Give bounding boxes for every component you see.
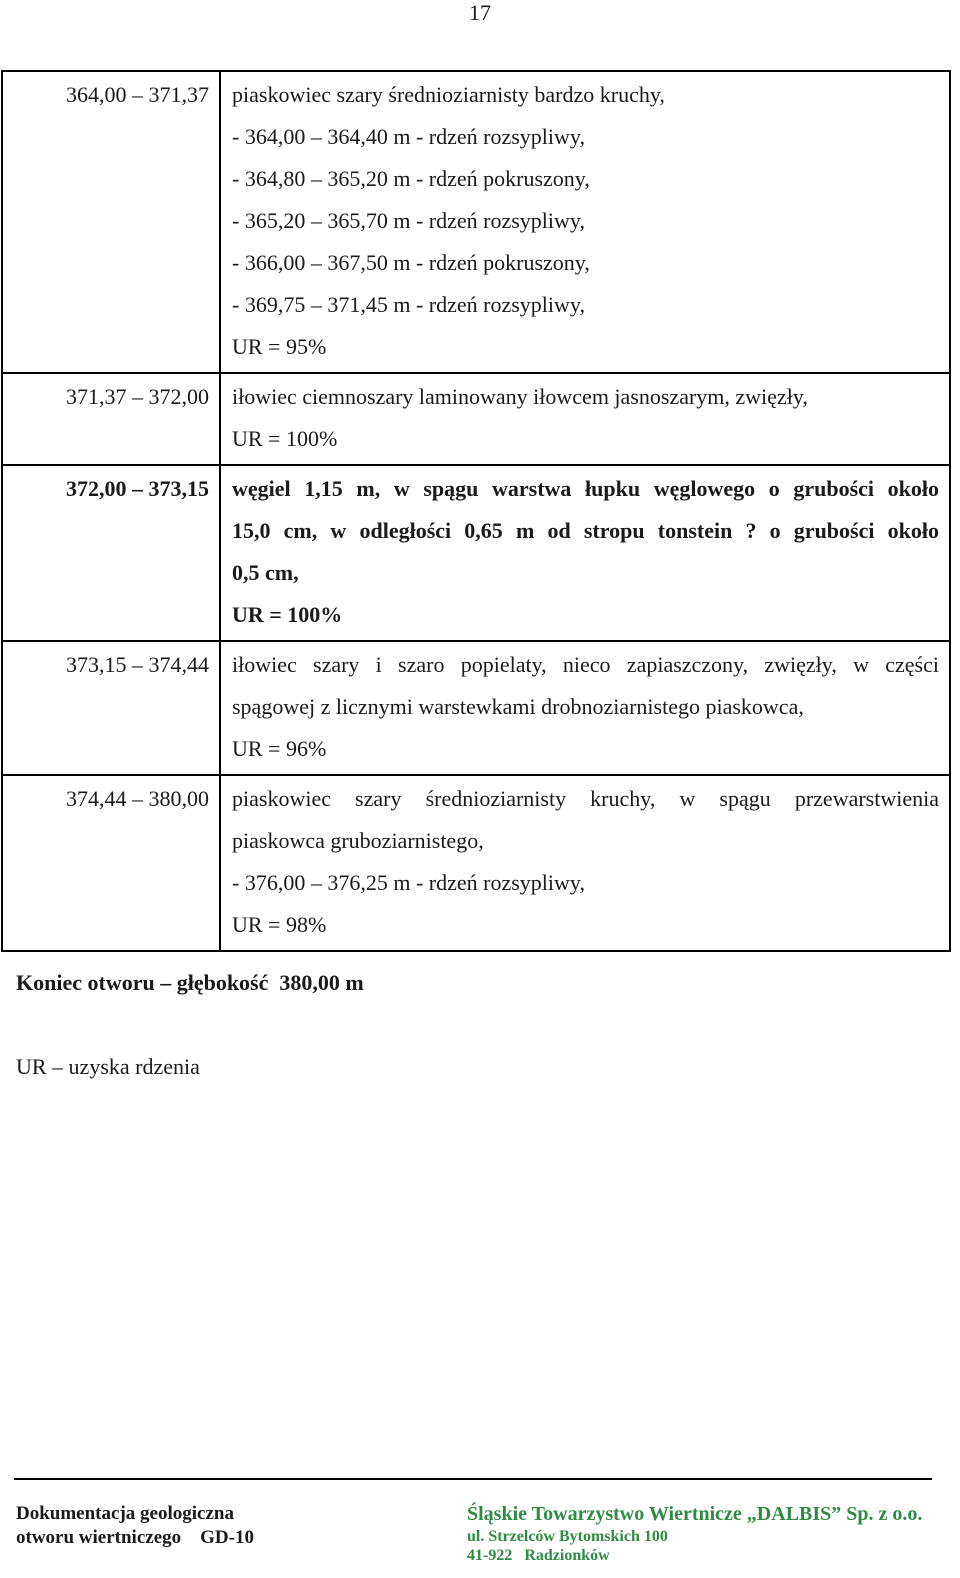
depth-interval: 372,00 – 373,15 xyxy=(2,465,220,641)
footer-divider xyxy=(14,1478,932,1480)
description-line: spągowej z licznymi warstewkami drobnoziarnistego piaskowca, xyxy=(232,694,804,719)
footer-company-block xyxy=(467,1502,922,1565)
depth-interval: 371,37 – 372,00 xyxy=(2,373,220,465)
footer-company-street: ul. Strzelców Bytomskich 100 xyxy=(467,1528,668,1545)
description-line: UR = 100% xyxy=(232,426,338,451)
description-line: iłowiec ciemnoszary laminowany iłowcem jasnoszarym, zwięzły, xyxy=(232,384,808,409)
footer-doc-line-1: Dokumentacja geologiczna xyxy=(16,1503,234,1524)
description-line: - 364,00 – 364,40 m - rdzeń rozsypliwy, xyxy=(232,124,585,149)
description-line: piaskowiec szary średnioziarnisty kruchy, w spągu przewarstwienia xyxy=(232,786,939,811)
abbreviation-legend: UR – uzyska rdzenia xyxy=(16,1054,200,1079)
depth-interval: 373,15 – 374,44 xyxy=(2,641,220,775)
description-line: piaskowca gruboziarnistego, xyxy=(232,828,484,853)
description-line: - 365,20 – 365,70 m - rdzeń rozsypliwy, xyxy=(232,208,585,233)
description-line: - 364,80 – 365,20 m - rdzeń pokruszony, xyxy=(232,166,590,191)
lithology-description xyxy=(220,373,950,465)
lithology-description xyxy=(220,465,950,641)
description-line: iłowiec szary i szaro popielaty, nieco zapiaszczony, zwięzły, w części xyxy=(232,652,939,677)
footer-company-name: Śląskie Towarzystwo Wiertnicze „DALBIS” Sp. z o.o. xyxy=(467,1503,923,1525)
page-number: 17 xyxy=(469,0,491,25)
description-line: - 376,00 – 376,25 m - rdzeń rozsypliwy, xyxy=(232,870,585,895)
description-line: UR = 100% xyxy=(232,602,343,627)
footer-doc-line-2: otworu wiertniczego GD-10 xyxy=(16,1527,254,1548)
description-line: - 366,00 – 367,50 m - rdzeń pokruszony, xyxy=(232,250,590,275)
description-line: węgiel 1,15 m, w spągu warstwa łupku węglowego o grubości około xyxy=(232,476,939,501)
footer-company-city: 41-922 Radzionków xyxy=(467,1547,610,1564)
footer-document-title xyxy=(16,1502,254,1550)
strata-row xyxy=(2,775,950,951)
strata-table xyxy=(1,70,951,952)
end-of-borehole-note: Koniec otworu – głębokość 380,00 m xyxy=(16,970,364,995)
depth-interval: 374,44 – 380,00 xyxy=(2,775,220,951)
description-line: UR = 96% xyxy=(232,736,327,761)
description-line: - 369,75 – 371,45 m - rdzeń rozsypliwy, xyxy=(232,292,585,317)
lithology-description xyxy=(220,775,950,951)
strata-row xyxy=(2,71,950,373)
lithology-description xyxy=(220,71,950,373)
description-line: 15,0 cm, w odległości 0,65 m od stropu tonstein ? o grubości około xyxy=(232,518,939,543)
description-line: piaskowiec szary średnioziarnisty bardzo kruchy, xyxy=(232,82,665,107)
depth-interval: 364,00 – 371,37 xyxy=(2,71,220,373)
strata-row xyxy=(2,641,950,775)
lithology-description xyxy=(220,641,950,775)
strata-row xyxy=(2,373,950,465)
description-line: 0,5 cm, xyxy=(232,560,299,585)
description-line: UR = 95% xyxy=(232,334,327,359)
description-line: UR = 98% xyxy=(232,912,327,937)
strata-row xyxy=(2,465,950,641)
strata-table-body xyxy=(2,71,950,951)
